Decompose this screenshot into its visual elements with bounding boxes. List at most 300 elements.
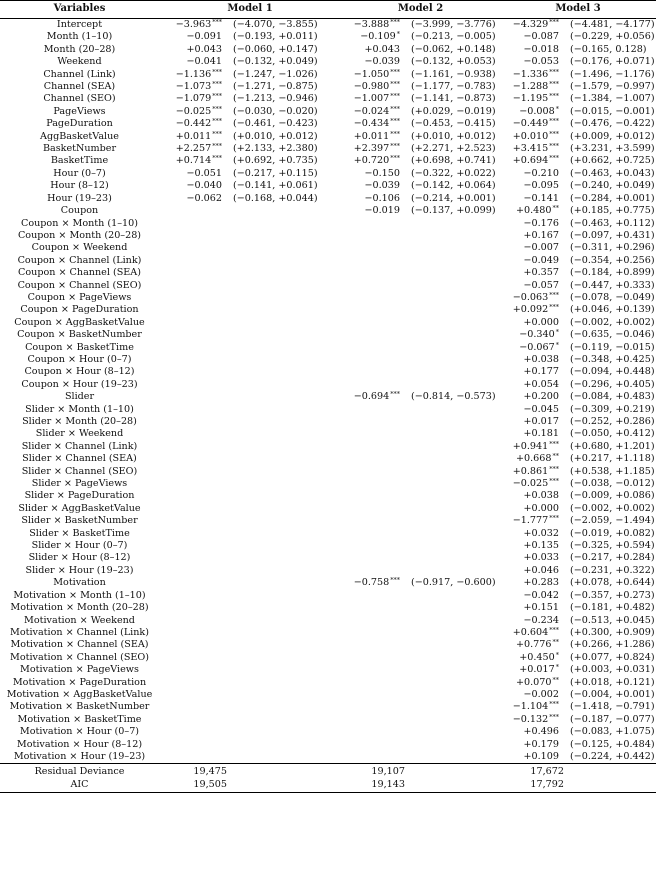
m1-confidence-interval	[227, 701, 341, 713]
m3-confidence-interval: (−0.635, −0.046)	[570, 329, 655, 341]
m1-estimate	[159, 478, 227, 490]
m1-estimate	[159, 615, 227, 627]
m2-footer-value: 19,143	[341, 779, 405, 793]
m3-estimate: +0.167	[523, 229, 559, 241]
m2-confidence-interval	[405, 615, 500, 627]
m1-confidence-interval	[227, 627, 341, 639]
header-model-2: Model 2	[341, 1, 500, 19]
variable-name: Coupon × Hour (8–12)	[24, 366, 135, 378]
m2-estimate	[341, 615, 405, 627]
m2-confidence-interval	[405, 230, 500, 242]
table-row	[0, 453, 656, 465]
header-variables: Variables	[0, 1, 159, 19]
m2-confidence-interval	[405, 552, 500, 564]
m2-estimate: −0.150	[364, 167, 400, 179]
m2-estimate: −0.106	[364, 192, 400, 204]
variable-name: Slider × Channel (SEO)	[21, 465, 138, 477]
m1-estimate	[159, 751, 227, 764]
m1-confidence-interval	[227, 503, 341, 515]
m3-estimate: +0.000	[523, 502, 559, 514]
m3-confidence-interval: (−0.476, −0.422)	[570, 118, 655, 130]
m1-estimate	[159, 739, 227, 751]
m2-footer-blank	[405, 779, 500, 793]
m2-estimate	[341, 490, 405, 502]
m1-estimate	[159, 552, 227, 564]
m3-estimate: −0.008*	[519, 104, 559, 117]
m2-confidence-interval	[405, 677, 500, 689]
m2-confidence-interval	[405, 428, 500, 440]
table-row	[0, 677, 656, 689]
significance-stars: ***	[549, 464, 559, 473]
m1-estimate	[159, 292, 227, 304]
m1-confidence-interval	[227, 478, 341, 490]
m1-estimate	[159, 714, 227, 726]
m2-confidence-interval	[405, 292, 500, 304]
m2-estimate	[341, 292, 405, 304]
variable-name: Channel (SEA)	[43, 81, 116, 93]
m3-confidence-interval: (+0.662, +0.725)	[570, 155, 655, 167]
m3-estimate: +0.941***	[512, 439, 559, 452]
table-row	[0, 155, 656, 167]
significance-stars: ***	[549, 92, 559, 101]
m3-estimate: −0.018	[523, 43, 559, 55]
header-model-1: Model 1	[159, 1, 341, 19]
m3-footer-blank	[564, 764, 656, 779]
significance-stars: **	[552, 675, 559, 684]
m1-confidence-interval	[227, 280, 341, 292]
m2-confidence-interval: (−0.132, +0.053)	[411, 56, 496, 68]
table-row	[0, 577, 656, 589]
m2-confidence-interval	[405, 342, 500, 354]
variable-name: Slider × Month (1–10)	[25, 403, 134, 415]
m3-estimate: +0.038	[523, 490, 559, 502]
m2-confidence-interval	[405, 267, 500, 279]
m3-estimate: −0.095	[523, 180, 559, 192]
significance-stars: ***	[549, 514, 559, 523]
m2-estimate	[341, 255, 405, 267]
m2-confidence-interval	[405, 639, 500, 651]
table-row	[0, 44, 656, 56]
m2-confidence-interval: (+2.271, +2.523)	[411, 143, 496, 155]
significance-stars: *	[555, 328, 559, 337]
variable-name: Coupon × AggBasketValue	[14, 316, 145, 328]
m2-confidence-interval	[405, 441, 500, 453]
m3-estimate: −0.025***	[512, 477, 559, 490]
m3-confidence-interval: (+0.078, +0.644)	[570, 577, 655, 589]
m3-confidence-interval: (−0.125, +0.484)	[570, 738, 655, 750]
m3-estimate: −4.329***	[512, 18, 559, 30]
m1-estimate: −0.091	[186, 31, 222, 43]
variable-name: Motivation × PageViews	[20, 664, 139, 676]
variable-name: Motivation × AggBasketValue	[6, 688, 153, 700]
m2-estimate	[341, 230, 405, 242]
m2-confidence-interval	[405, 242, 500, 254]
variable-name: BasketTime	[50, 155, 109, 167]
m2-confidence-interval	[405, 528, 500, 540]
m3-confidence-interval: (−0.463, +0.112)	[570, 217, 655, 229]
variable-name: Coupon × BasketTime	[25, 341, 134, 353]
m2-confidence-interval	[405, 714, 500, 726]
m1-confidence-interval	[227, 528, 341, 540]
m1-estimate	[159, 453, 227, 465]
m3-confidence-interval: (+0.217, +1.118)	[570, 453, 655, 465]
m3-confidence-interval: (−0.309, +0.219)	[570, 403, 655, 415]
m3-estimate: −0.053	[523, 56, 559, 68]
m3-estimate: +0.038	[523, 353, 559, 365]
m1-estimate	[159, 416, 227, 428]
m1-estimate	[159, 652, 227, 664]
table-row	[0, 428, 656, 440]
m1-confidence-interval: (−0.030, −0.020)	[233, 105, 318, 117]
significance-stars: ***	[549, 18, 559, 26]
m1-confidence-interval	[227, 602, 341, 614]
m2-estimate	[341, 503, 405, 515]
m2-estimate	[341, 515, 405, 527]
footer-row	[0, 764, 656, 779]
m2-confidence-interval: (+0.029, −0.019)	[411, 105, 496, 117]
m1-estimate: −0.442***	[175, 117, 222, 130]
m1-confidence-interval	[227, 391, 341, 403]
m1-estimate	[159, 701, 227, 713]
m2-confidence-interval: (−0.322, +0.022)	[411, 167, 496, 179]
variable-name: Coupon × PageDuration	[20, 304, 139, 316]
m1-estimate	[159, 664, 227, 676]
m2-confidence-interval	[405, 689, 500, 701]
m2-estimate	[341, 664, 405, 676]
m1-estimate	[159, 577, 227, 589]
variable-name: PageDuration	[46, 118, 113, 130]
m2-confidence-interval	[405, 664, 500, 676]
m2-estimate	[341, 280, 405, 292]
m1-estimate	[159, 639, 227, 651]
m1-estimate	[159, 528, 227, 540]
variable-name: Slider × BasketNumber	[21, 515, 138, 527]
significance-stars: **	[552, 638, 559, 647]
variable-name: Month (20–28)	[43, 43, 116, 55]
m1-estimate: −3.963***	[175, 18, 222, 30]
significance-stars: ***	[212, 80, 222, 89]
m3-confidence-interval: (−0.231, +0.322)	[570, 564, 655, 576]
significance-stars: ***	[390, 142, 400, 151]
m3-footer-value: 17,792	[500, 779, 564, 793]
m2-confidence-interval: (−0.453, −0.415)	[411, 118, 496, 130]
m1-estimate	[159, 627, 227, 639]
m3-confidence-interval: (−0.296, +0.405)	[570, 378, 655, 390]
m2-confidence-interval	[405, 565, 500, 577]
m1-confidence-interval	[227, 490, 341, 502]
m2-confidence-interval	[405, 540, 500, 552]
table-row	[0, 565, 656, 577]
m1-estimate: −1.079***	[175, 92, 222, 105]
m2-estimate	[341, 677, 405, 689]
m2-confidence-interval	[405, 515, 500, 527]
m1-confidence-interval: (−0.168, +0.044)	[233, 192, 318, 204]
table-row	[0, 168, 656, 180]
m2-estimate: −1.007***	[353, 92, 400, 105]
variable-name: Coupon × Month (1–10)	[21, 217, 138, 229]
variable-name: BasketNumber	[42, 143, 117, 155]
m2-confidence-interval	[405, 478, 500, 490]
m3-confidence-interval: (−0.084, +0.483)	[570, 391, 655, 403]
table-row	[0, 267, 656, 279]
m1-confidence-interval: (+0.692, +0.735)	[233, 155, 318, 167]
m3-estimate: −0.234	[523, 614, 559, 626]
m1-footer-value: 19,505	[159, 779, 227, 793]
m3-confidence-interval: (−0.009, +0.086)	[570, 490, 655, 502]
variable-name: Slider × Channel (Link)	[21, 440, 138, 452]
m3-confidence-interval: (−0.094, +0.448)	[570, 366, 655, 378]
m3-confidence-interval: (−0.181, +0.482)	[570, 602, 655, 614]
m3-estimate: −1.288***	[512, 80, 559, 93]
m1-estimate: −0.025***	[175, 104, 222, 117]
significance-stars: ***	[212, 154, 222, 163]
m2-estimate: −0.694***	[353, 390, 400, 403]
table-row	[0, 329, 656, 341]
m2-confidence-interval	[405, 602, 500, 614]
m3-estimate: −1.195***	[512, 92, 559, 105]
m2-estimate: −0.019	[364, 205, 400, 217]
m3-estimate: +0.092***	[512, 303, 559, 316]
m1-estimate	[159, 205, 227, 217]
m3-confidence-interval: (−0.002, +0.002)	[570, 316, 655, 328]
variable-name: Coupon × Channel (SEO)	[17, 279, 142, 291]
m1-confidence-interval: (+0.010, +0.012)	[233, 130, 318, 142]
m1-footer-value: 19,475	[159, 764, 227, 779]
m1-estimate	[159, 342, 227, 354]
m2-estimate	[341, 218, 405, 230]
variable-name: Channel (SEO)	[43, 93, 116, 105]
m3-confidence-interval: (−0.348, +0.425)	[570, 353, 655, 365]
significance-stars: **	[552, 452, 559, 461]
table-row	[0, 366, 656, 378]
m1-confidence-interval	[227, 639, 341, 651]
m2-footer-value: 19,107	[341, 764, 405, 779]
m1-estimate	[159, 267, 227, 279]
m3-estimate: +0.135	[523, 540, 559, 552]
significance-stars: ***	[549, 439, 559, 448]
m3-estimate: −1.104***	[512, 700, 559, 713]
significance-stars: **	[552, 204, 559, 213]
variable-name: Motivation × Weekend	[24, 614, 135, 626]
m2-estimate	[341, 354, 405, 366]
m2-estimate: −0.758***	[353, 576, 400, 589]
m1-estimate	[159, 280, 227, 292]
table-row	[0, 230, 656, 242]
m2-estimate	[341, 329, 405, 341]
variable-name: Hour (8–12)	[50, 180, 109, 192]
significance-stars: *	[555, 663, 559, 672]
m1-estimate: −1.073***	[175, 80, 222, 93]
m1-confidence-interval	[227, 577, 341, 589]
m1-footer-blank	[227, 779, 341, 793]
m2-confidence-interval	[405, 255, 500, 267]
table-body	[0, 19, 656, 793]
significance-stars: ***	[549, 67, 559, 76]
m2-confidence-interval	[405, 317, 500, 329]
m1-estimate: −0.041	[186, 56, 222, 68]
m3-confidence-interval: (−1.384, −1.007)	[570, 93, 655, 105]
m2-confidence-interval: (−0.917, −0.600)	[411, 577, 496, 589]
table-row	[0, 19, 656, 32]
m1-estimate	[159, 255, 227, 267]
m2-estimate	[341, 466, 405, 478]
m3-confidence-interval: (+0.009, +0.012)	[570, 130, 655, 142]
significance-stars: ***	[390, 92, 400, 101]
significance-stars: ***	[390, 67, 400, 76]
m1-estimate	[159, 230, 227, 242]
m1-estimate	[159, 503, 227, 515]
variable-name: Coupon × Hour (19–23)	[21, 378, 138, 390]
significance-stars: ***	[390, 18, 400, 26]
m3-confidence-interval: (−0.284, +0.001)	[570, 192, 655, 204]
m3-estimate: +0.450*	[519, 650, 559, 663]
significance-stars: ***	[549, 129, 559, 138]
m3-confidence-interval: (−1.418, −0.791)	[570, 701, 655, 713]
m1-estimate: +2.257***	[175, 142, 222, 155]
m3-confidence-interval: (−0.083, +1.075)	[570, 726, 655, 738]
table-row	[0, 404, 656, 416]
m2-confidence-interval	[405, 366, 500, 378]
m3-confidence-interval: (−0.252, +0.286)	[570, 416, 655, 427]
m2-confidence-interval	[405, 701, 500, 713]
significance-stars: ***	[549, 80, 559, 89]
m3-confidence-interval: (−2.059, −1.494)	[570, 515, 655, 527]
table-row	[0, 490, 656, 502]
variable-name: Slider × BasketTime	[29, 527, 130, 539]
m1-confidence-interval	[227, 304, 341, 316]
m1-estimate	[159, 391, 227, 403]
m2-confidence-interval	[405, 466, 500, 478]
significance-stars: ***	[390, 80, 400, 89]
table-row	[0, 56, 656, 68]
m3-estimate: +0.017	[523, 416, 559, 427]
m2-estimate	[341, 317, 405, 329]
m2-estimate	[341, 726, 405, 738]
variable-name: Coupon × PageViews	[27, 291, 132, 303]
table-row	[0, 205, 656, 217]
m3-confidence-interval: (−0.513, +0.045)	[570, 614, 655, 626]
m2-estimate	[341, 528, 405, 540]
m1-confidence-interval	[227, 714, 341, 726]
variable-name: PageViews	[53, 105, 106, 117]
m1-estimate	[159, 317, 227, 329]
significance-stars: ***	[390, 390, 400, 399]
m3-estimate: −0.007	[523, 242, 559, 254]
m3-confidence-interval: (−0.119, −0.015)	[570, 341, 655, 353]
significance-stars: ***	[549, 154, 559, 163]
m1-confidence-interval	[227, 416, 341, 428]
header-model-3: Model 3	[500, 1, 656, 19]
m2-estimate: +0.011***	[353, 129, 400, 142]
m1-estimate	[159, 490, 227, 502]
m1-estimate	[159, 354, 227, 366]
m3-estimate: −0.132***	[512, 712, 559, 725]
m1-confidence-interval: (−0.217, +0.115)	[233, 167, 318, 179]
m3-estimate: +0.357	[523, 267, 559, 279]
m2-estimate	[341, 540, 405, 552]
table-row	[0, 701, 656, 713]
m1-confidence-interval	[227, 664, 341, 676]
m2-confidence-interval	[405, 354, 500, 366]
m1-estimate: +0.011***	[175, 129, 222, 142]
m1-confidence-interval	[227, 354, 341, 366]
m2-estimate: −0.109*	[360, 30, 400, 43]
m3-estimate: −0.042	[523, 589, 559, 601]
significance-stars: ***	[212, 129, 222, 138]
m2-confidence-interval	[405, 490, 500, 502]
m3-estimate: −0.045	[523, 403, 559, 415]
m1-confidence-interval	[227, 615, 341, 627]
m2-estimate	[341, 242, 405, 254]
m1-confidence-interval	[227, 515, 341, 527]
m2-confidence-interval: (−0.137, +0.099)	[411, 205, 496, 217]
m2-confidence-interval	[405, 751, 500, 764]
table-row	[0, 242, 656, 254]
variable-name: Slider × Hour (19–23)	[25, 564, 134, 576]
m2-confidence-interval	[405, 218, 500, 230]
m3-confidence-interval: (−0.004, +0.001)	[570, 688, 655, 700]
m3-estimate: +0.668**	[515, 452, 559, 465]
m1-confidence-interval	[227, 677, 341, 689]
m2-confidence-interval	[405, 304, 500, 316]
m2-estimate: +0.043	[364, 43, 400, 55]
m3-estimate: +0.109	[523, 750, 559, 762]
m1-confidence-interval: (−1.271, −0.875)	[233, 81, 318, 93]
variable-name: Motivation × Month (1–10)	[13, 589, 146, 601]
m3-estimate: −0.210	[523, 167, 559, 179]
significance-stars: ***	[212, 92, 222, 101]
significance-stars: ***	[390, 104, 400, 113]
m1-estimate: −0.040	[186, 180, 222, 192]
m1-confidence-interval	[227, 366, 341, 378]
m3-estimate: −0.002	[523, 688, 559, 700]
m2-confidence-interval	[405, 590, 500, 602]
variable-name: Coupon × Channel (SEA)	[18, 267, 141, 279]
table-row	[0, 180, 656, 192]
m3-estimate: −0.063***	[512, 290, 559, 303]
m2-confidence-interval: (−0.142, +0.064)	[411, 180, 496, 192]
m3-confidence-interval: (+0.266, +1.286)	[570, 639, 655, 651]
m3-estimate: +0.604***	[512, 625, 559, 638]
significance-stars: ***	[212, 117, 222, 126]
m3-confidence-interval: (−0.354, +0.256)	[570, 254, 655, 266]
variable-name: Motivation × Hour (0–7)	[19, 726, 140, 738]
m1-estimate	[159, 515, 227, 527]
m1-estimate	[159, 428, 227, 440]
variable-name: Slider × Month (20–28)	[22, 416, 137, 427]
m1-confidence-interval	[227, 218, 341, 230]
significance-stars: ***	[549, 700, 559, 709]
significance-stars: *	[555, 340, 559, 349]
m2-confidence-interval	[405, 739, 500, 751]
m3-estimate: −1.777***	[512, 514, 559, 527]
variable-name: Coupon × Hour (0–7)	[27, 353, 132, 365]
table-row	[0, 664, 656, 676]
m2-estimate: +0.720***	[353, 154, 400, 167]
significance-stars: ***	[549, 117, 559, 126]
m3-estimate: +0.200	[523, 391, 559, 403]
m1-estimate	[159, 441, 227, 453]
m3-estimate: +0.046	[523, 564, 559, 576]
significance-stars: ***	[549, 625, 559, 634]
m2-estimate	[341, 714, 405, 726]
variable-name: Slider × Channel (SEA)	[22, 453, 137, 465]
m1-confidence-interval	[227, 652, 341, 664]
significance-stars: ***	[390, 129, 400, 138]
footer-row	[0, 779, 656, 793]
m1-estimate: +0.714***	[175, 154, 222, 167]
m1-estimate	[159, 379, 227, 391]
